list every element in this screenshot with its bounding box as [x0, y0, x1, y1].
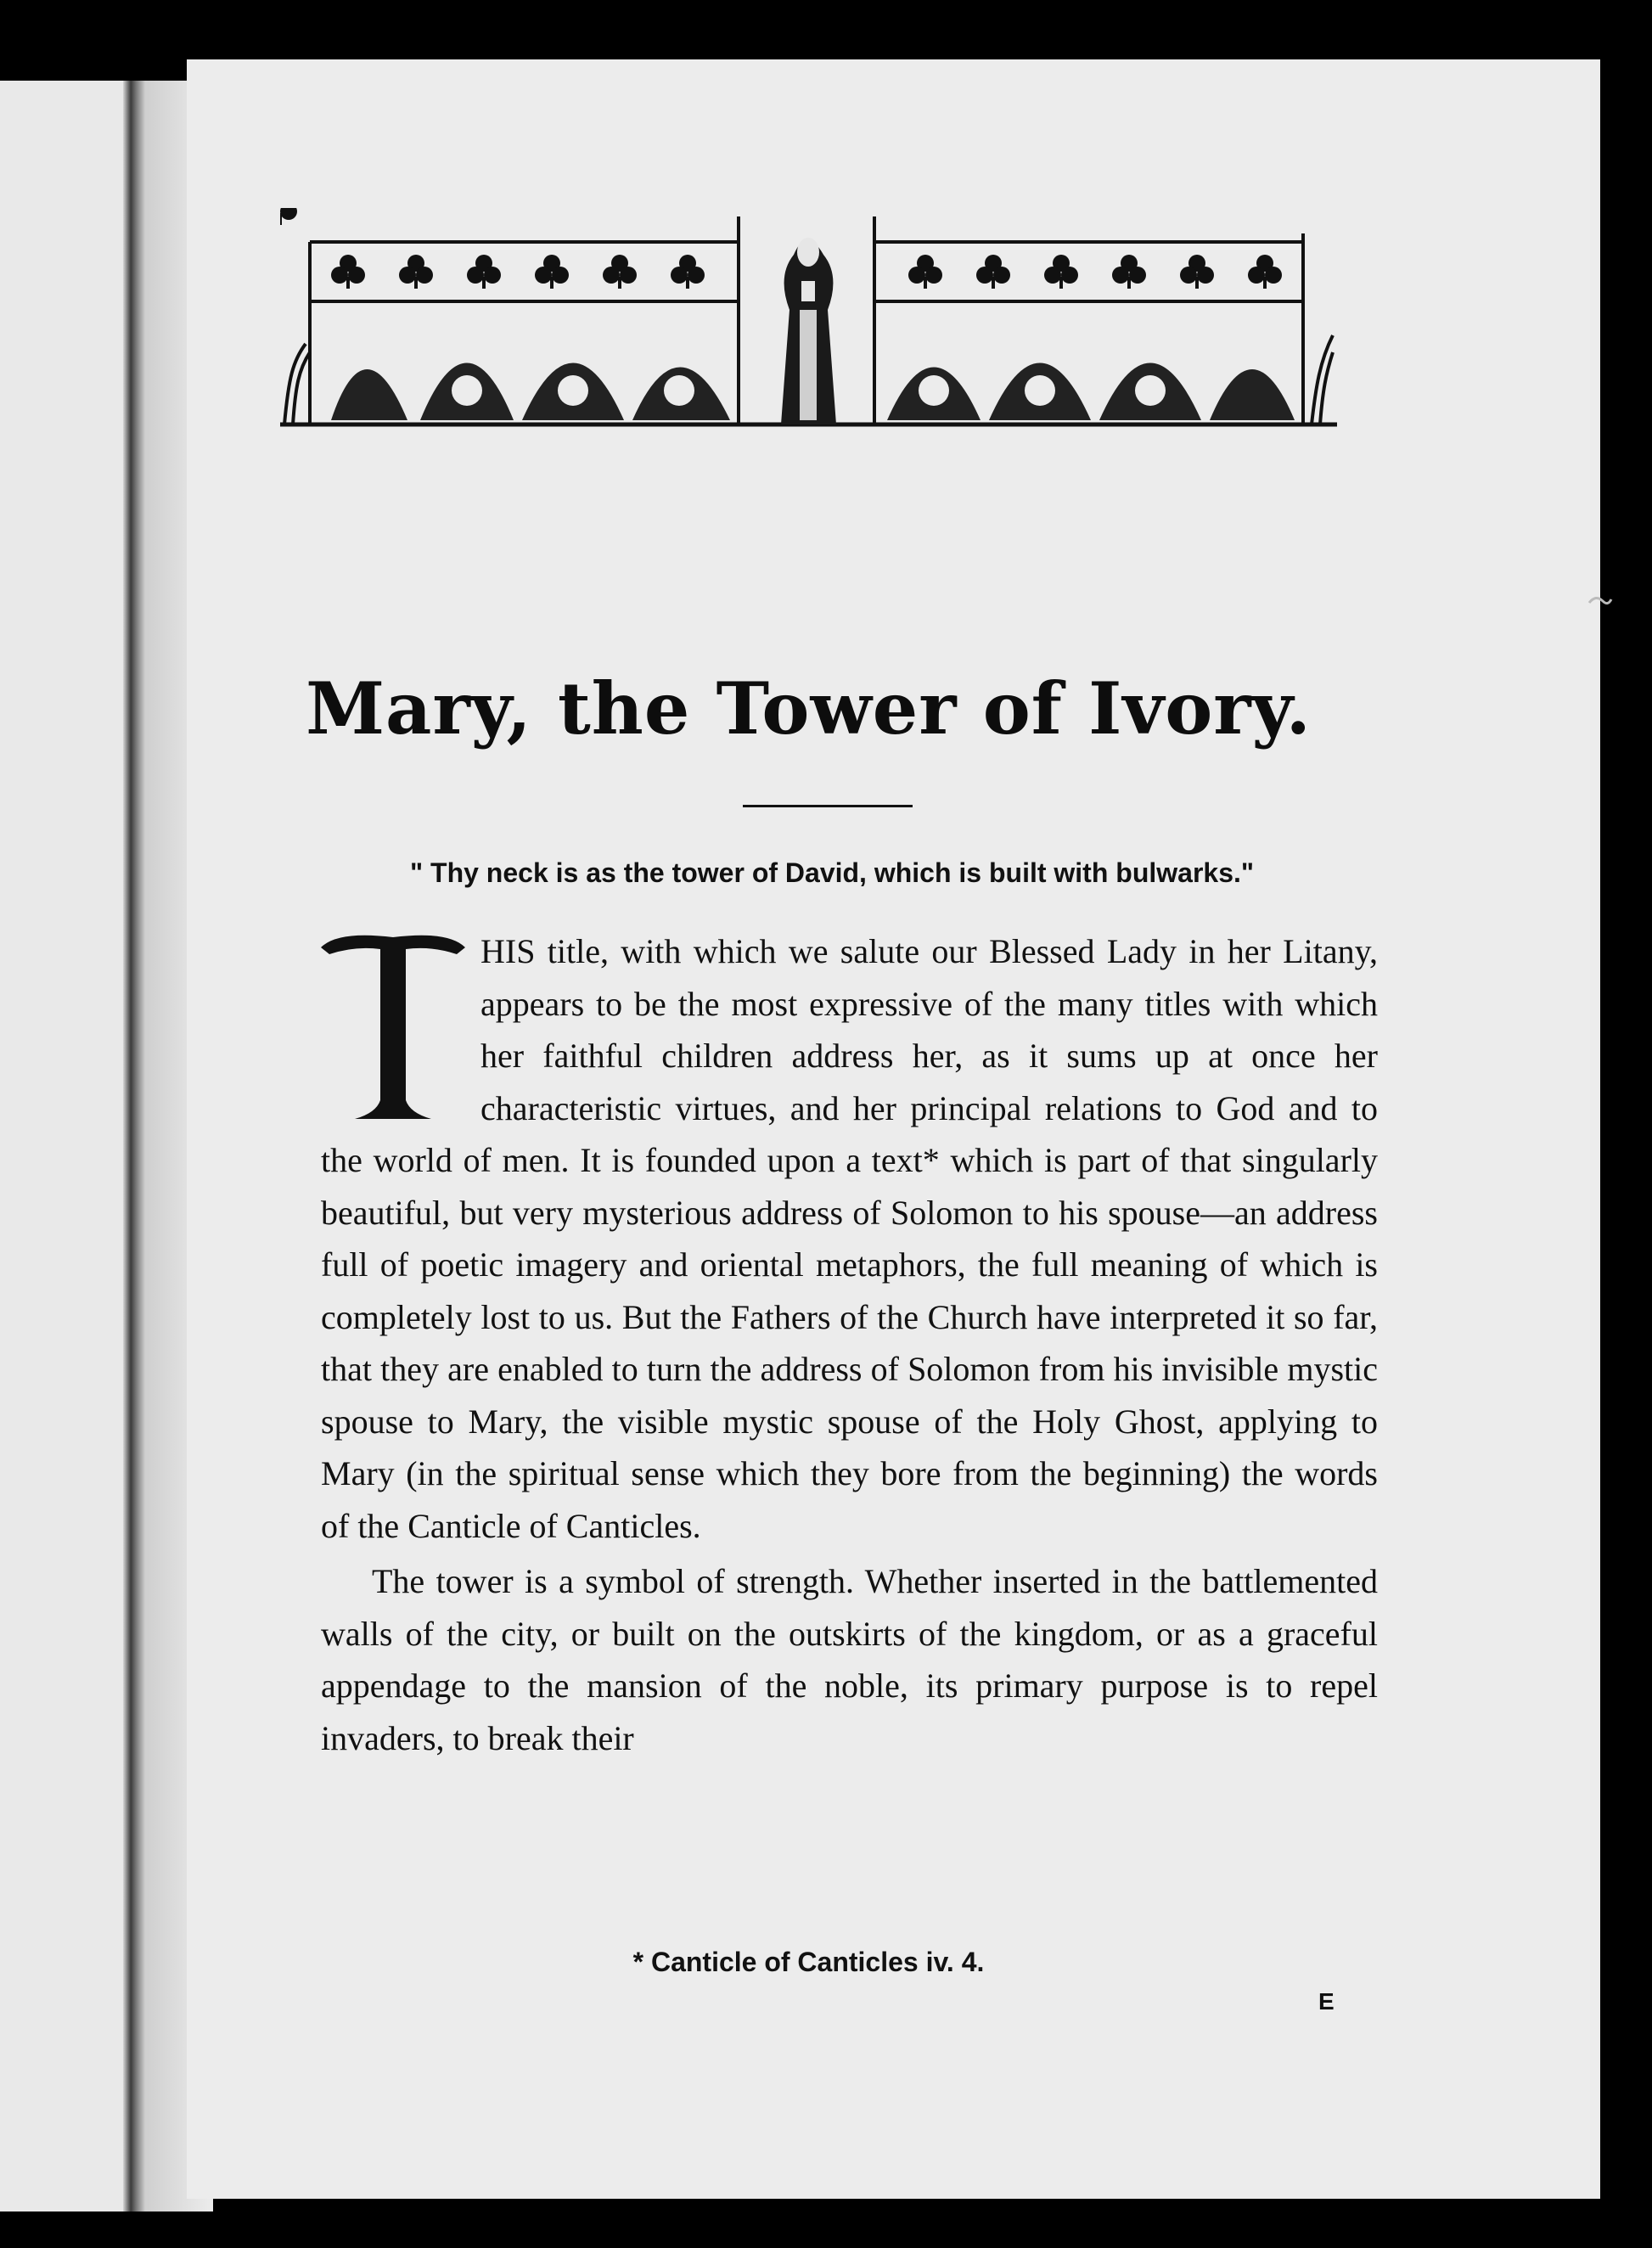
chapter-title: Mary, the Tower of Ivory. — [306, 666, 1312, 750]
header-ornament-icon — [280, 208, 1337, 433]
footnote: * Canticle of Canticles iv. 4. — [632, 1947, 985, 1977]
body-text — [321, 925, 1378, 1764]
paragraph-2: The tower is a symbol of strength. Whether inserted in the battlemented walls of the city, or built on the outskirts of the kingdom, or as a graceful appendage to the mansion of the noble, its primary purpose is to repel invaders, to break their — [321, 1562, 1378, 1757]
title-divider — [743, 805, 913, 807]
signature-mark: E — [1318, 1988, 1335, 2015]
edge-mark-icon — [1587, 594, 1613, 611]
epigraph-quote: " Thy neck is as the tower of David, which is built with bulwarks." — [409, 857, 1255, 888]
paragraph-1: HIS title, with which we salute our Blessed Lady in her Litany, appears to be the most expressive of the many titles with which her faithful children address her, as it sums up at once her characteristic virtues, and her principal relations to God and to the world of men. It is founded upon a text* which is part of that singularly beautiful, but very mysterious address of Solomon to his spouse—an address full of poetic imagery and oriental metaphors, the full meaning of which is completely lost to us. But the Fathers of the Church have interpreted it so far, that they are enabled to turn the address of Solomon from his invisible mystic spouse to Mary, the visible mystic spouse of the Holy Ghost, applying to Mary (in the spiritual sense which they bore from the beginning) the words of the Canticle of Canticles. — [321, 932, 1378, 1545]
dropcap-T-icon — [321, 930, 465, 1124]
book-spine — [123, 81, 145, 2211]
